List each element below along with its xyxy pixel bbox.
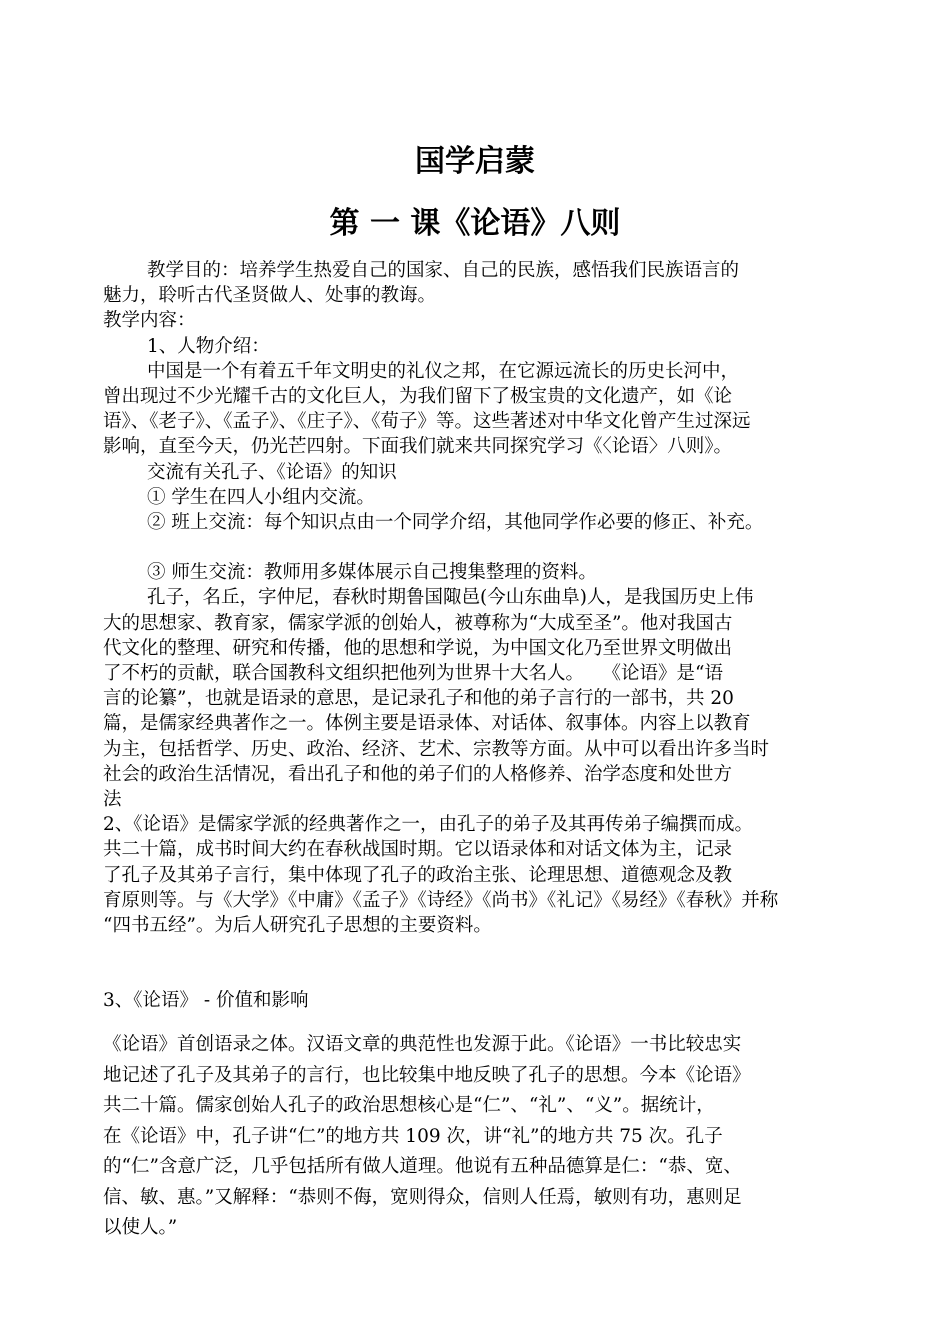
text-line: 以使人。”: [103, 1217, 178, 1238]
section-paragraph: [103, 1030, 855, 1244]
blank-line: [103, 535, 855, 560]
text-line: 育原则等。与《大学》《中庸》《孟子》《诗经》《尚书》《礼记》《易经》《春秋》并称: [103, 889, 779, 911]
text-line: ① 学生在四人小组内交流。: [147, 486, 375, 508]
text-line: 代文化的整理、研究和传播，他的思想和学说，为中国文化乃至世界文明做出: [103, 637, 733, 659]
text-line: 《论语》首创语录之体。汉语文章的典范性也发源于此。《论语》一书比较忠实: [103, 1034, 742, 1055]
text-line: ③ 师生交流：教师用多媒体展示自己搜集整理的资料。: [147, 562, 597, 584]
text-line: 影响，直至今天，仍光芒四射。下面我们就来共同探究学习《〈论语〉八则》。: [103, 436, 733, 458]
text-line: 了不朽的贡献，联合国教科文组织把他列为世界十大名人。 《论语》是“语: [103, 663, 723, 684]
text-line: 教学目的：培养学生热爱自己的国家、自己的民族，感悟我们民族语言的: [147, 260, 740, 281]
text-line: 大的思想家、教育家，儒家学派的创始人，被尊称为“大成至圣”。他对我国古: [103, 612, 733, 634]
text-line: 共二十篇，成书时间大约在春秋战国时期。它以语录体和对话文体为主，记录: [103, 839, 733, 861]
text-line: 在《论语》中，孔子讲“仁”的地方共 109 次，讲“礼”的地方共 75 次。孔子: [103, 1125, 723, 1147]
text-line: ② 班上交流：每个知识点由一个同学介绍，其他同学作必要的修正、补充。: [147, 511, 764, 533]
text-line: 地记述了孔子及其弟子的言行，也比较集中地反映了孔子的思想。今本《论语》: [103, 1064, 751, 1086]
section-value-influence: [103, 986, 855, 1244]
text-line: 共二十篇。儒家创始人孔子的政治思想核心是“仁”、“礼”、“义”。据统计，: [103, 1095, 715, 1116]
text-line: 交流有关孔子、《论语》的知识: [147, 461, 397, 483]
text-line: 为主，包括哲学、历史、政治、经济、艺术、宗教等方面。从中可以看出许多当时: [103, 738, 770, 760]
text-line: 了孔子及其弟子言行，集中体现了孔子的政治主张、论理思想、道德观念及教: [103, 864, 733, 886]
text-line: 魅力，聆听古代圣贤做人、处事的教诲。: [103, 285, 437, 307]
text-line: 孔子，名丘，字仲尼，春秋时期鲁国陬邑(今山东曲阜)人，是我国历史上伟: [147, 587, 754, 609]
lesson-title: 第 一 课《论语》八则: [329, 206, 621, 241]
text-line: 教学内容：: [103, 310, 196, 332]
text-line: 法: [103, 788, 122, 810]
text-line: 言的论纂”，也就是语录的意思，是记录孔子和他的弟子言行的一部书，共 20: [103, 688, 734, 710]
text-line: 社会的政治生活情况，看出孔子和他的弟子们的人格修养、治学态度和处世方: [103, 763, 733, 785]
lesson-body: [103, 258, 855, 938]
text-line: 中国是一个有着五千年文明史的礼仪之邦，在它源远流长的历史长河中，: [147, 360, 740, 382]
text-line: 的“仁”含意广泛，几乎包括所有做人道理。他说有五种品德算是仁：“恭、宽、: [103, 1156, 742, 1177]
document-title: 国学启蒙: [415, 144, 535, 179]
text-line: 语》、《老子》、《孟子》、《庄子》、《荀子》等。这些著述对中华文化曾产生过深远: [103, 411, 751, 433]
text-line: 1、人物介绍：: [147, 335, 270, 357]
text-line: 信、敏、惠。”又解释：“恭则不侮，宽则得众，信则人任焉，敏则有功，惠则足: [103, 1186, 742, 1208]
text-line: 篇，是儒家经典著作之一。体例主要是语录体、对话体、叙事体。内容上以教育: [103, 713, 751, 735]
section-heading: 3、《论语》 - 价值和影响: [103, 990, 309, 1011]
text-line: 2、《论语》是儒家学派的经典著作之一，由孔子的弟子及其再传弟子编撰而成。: [103, 814, 754, 836]
text-line: 曾出现过不少光耀千古的文化巨人，为我们留下了极宝贵的文化遗产，如《论: [103, 385, 733, 407]
text-line: “四书五经”。为后人研究孔子思想的主要资料。: [103, 914, 492, 936]
